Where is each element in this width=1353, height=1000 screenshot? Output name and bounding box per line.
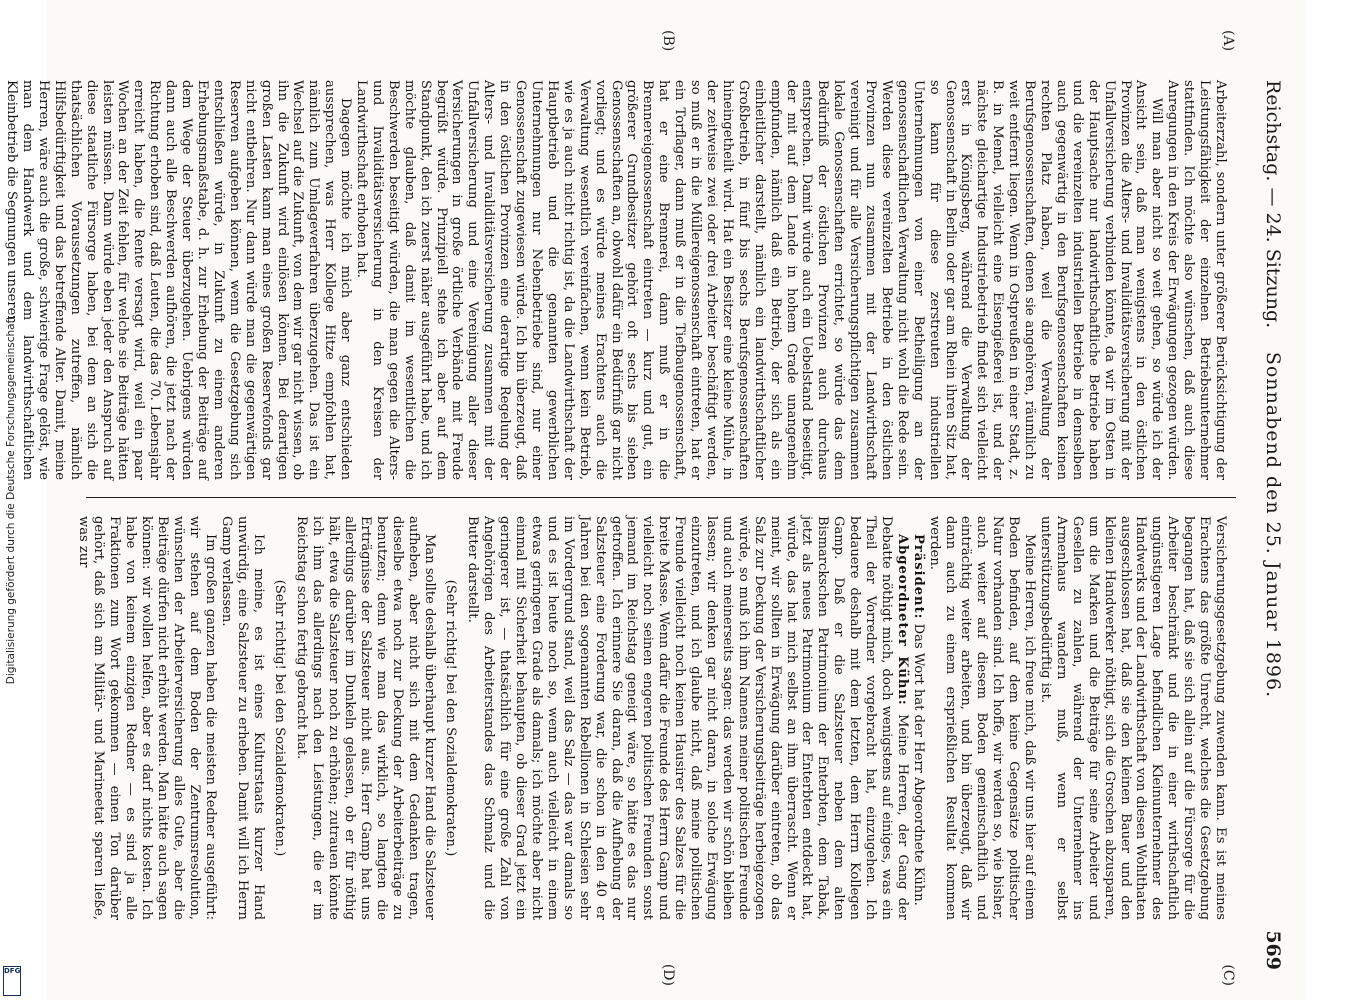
margin-mark-b: (B) [660, 30, 676, 52]
right-paragraph-6: Im großen ganzen haben die meisten Redner ausgeführt: wir stehen auf dem Boden der Zentrumsresolution, wünschen der Arbeiterversicherung alles Gute, aber die Beiträge dürfen nicht erhöht werden. Man hätte auch sagen können: wir wollen helfen, aber es darf nichts kosten. Ich habe von keinem einzigen Redner — es sind ja alle Fraktionen zum Wort gekommen — einen Ton darüber gehört, daß sich am Militär- und Marineetat sparen ließe, was zur [75, 516, 218, 920]
margin-mark-c: (C) [1220, 964, 1236, 986]
header-session: Reichstag. — 24. Sitzung. [1262, 80, 1284, 329]
right-paragraph-4: Man sollte deshalb überhaupt kurzer Hand die Salzsteuer aufheben, aber nicht sich mit dem Gedanken tragen, dieselbe etwa noch zur Deckung der Arbeiterbeiträge zu benutzen; denn wie man das wirklich, so langten die Erträgnisse der Salzsteuer nicht aus. Herr Gamp hat uns allerdings darüber im Dunkeln gelassen, ob er für nöthig hält, etwa die Salzsteuer noch zu erhöhen; zutrauen könnte ich ihm das allerdings nach den Leistungen, die er im Reichstag schon fertig gebracht hat. [294, 516, 437, 920]
kuehn-speech [465, 516, 910, 920]
right-column [75, 516, 1228, 920]
right-paragraph-5: Ich meine, es ist eines Kulturstaats kurzer Hand unwürdig, eine Salzsteuer zu erheben. Damit will ich Herrn Gamp verlassen. [218, 516, 266, 920]
president-line [910, 516, 926, 920]
header-date: Sonnabend den 25. Januar 1896. [1262, 351, 1284, 699]
right-paragraph-1: Versicherungsgesetzgebung zuwenden kann. Es ist meines Erachtens das größte Unrecht, welches die Gesetzgebung begangen hat, daß sie sich allein auf die Fürsorge für die Arbeiter beschränkt und die in einer wirthschaftlich ungünstigeren Lage befindlichen Kleinunternehmer des Handwerks und der Landwirthschaft von diesen Wohlthaten ausgeschlossen hat, daß sie den kleinen Bauer und den kleinen Handwerker nöthigt, sich die Groschen abzusparen, um die Marken und die Beiträge für seine Arbeiter und Gesellen zu zahlen, während der Unternehmer ins Armenhaus wandern muß, wenn er selbst unterstützungsbedürftig ist. [1038, 516, 1228, 920]
margin-mark-a: (A) [1220, 30, 1236, 52]
column-divider [86, 497, 1236, 498]
page-header [1248, 80, 1284, 970]
interjection-1: (Sehr richtig! bei den Sozialdemokraten.) [443, 579, 459, 857]
digitization-credit: Digitalisierung gefördert durch die Deutsche Forschungsgemeinschaft [5, 315, 17, 685]
digitization-credit-strip [0, 0, 22, 1000]
right-paragraph-2: Meine Herren, ich freue mich, daß wir uns hier auf einem Boden befinden, auf dem keine Gegensätze politischer Natur vorhanden sind. Ich hoffe, wir werden so, wie bisher, auch weiter auf diesem Boden gemeinschaftlich und einträchtig weiter arbeiten, und bin überzeugt, daß wir dann auch zu einem ersprießlichen Resultat kommen werden. [926, 516, 1038, 920]
interjection-2: (Sehr richtig! bei den Sozialdemokraten.) [272, 579, 288, 857]
left-paragraph-2: Will man aber nicht so weit gehen, so würde ich der Ansicht sein, daß man wenigstens in den östlichen Provinzen die Alters- und Invaliditätsversicherung mit der Unfallversicherung verbinden könnte, da wir im Osten in der Hauptsache nur landwirthschaftliche Betriebe haben und die vereinzelten industriellen Betriebe in demselben auch gegenwärtig in den Berufsgenossenschaften keinen rechten Platz haben, weil die Verwaltung der Berufsgenossenschaften, denen sie angehören, räumlich zu weit entfernt liegen. Wenn in Ostpreußen in einer Stadt, z. B. in Memel, vielleicht eine Eisengießerei ist, und der nächste gleichartige Industriebetrieb findet sich vielleicht erst in Königsberg, während die Verwaltung der Genossenschaft in Berlin oder gar am Rhein ihren Sitz hat, so kann für diese zerstreuten industriellen Unternehmungen von einer Betheiligung an der genossenschaftlichen Verwaltung nicht wohl die Rede sein. Werden diese vereinzelten Betriebe in den östlichen Provinzen nun zusammen mit der Landwirthschaft vereinigt und für alle Versicherungspflichtigen zusammen lokale Genossenschaften errichtet, so würde das dem Bedürfniß der östlichen Provinzen auch durchaus entsprechen. Damit würde auch ein Uebelstand beseitigt, der mit auf dem Lande in hohem Grade unangenehm empfunden, nämlich daß ein Betrieb, der sich als ein einheitlicher darstellt, nämlich ein landwirthschaftlicher Großbetrieb, in fünf bis sechs Berufsgenossenschaften hineingetheilt wird. Hat ein Besitzer eine kleine Mühle, in der zeitweise zwei oder drei Arbeiter beschäftigt werden, so muß er in die Müllereigenossenschaft eintreten, hat er ein Torflager, dann muß er in die Tiefbaugenossenschaft, hat er eine Brennerei, dann muß er in die Brennereigenossenschaft eintreten — kurz und gut, ein größerer Grundbesitzer gehört oft sechs bis sieben Genossenschaften an, obwohl dafür ein Bedürfniß gar nicht vorliegt; und es würde meines Erachtens auch die Verwaltung wesentlich vereinfachen, wenn kein Betrieb, wie es ja auch nicht richtig ist, da die Landwirthschaft der Hauptbetrieb und die genannten gewerblichen Unternehmungen nur Nebenbetriebe sind, nur einer Genossenschaft zugewiesen würde. Ich bin überzeugt, daß in den östlichen Provinzen eine derartige Regelung der Alters- und Invaliditätsversicherung zusammen mit der Unfallversicherung und eine Vereinigung aller dieser Versicherungen in große örtliche Verbände mit Freude begrüßt würde. Prinzipiell stehe ich aber auf dem Standpunkt, den ich zuerst näher ausgeführt habe, und ich möchte glauben, daß damit im wesentlichen die Beschwerden beseitigt würden, die man gegen die Alters- und Invaliditätsversicherung in den Kreisen der Landwirthschaft erhoben hat. [354, 80, 1165, 480]
kuehn-speaker-label: Abgeordneter Kühn: [894, 534, 910, 706]
president-text: Das Wort hat der Herr Abgeordnete Kühn. [910, 623, 926, 906]
left-paragraph-3: Dagegen möchte ich mich aber ganz entschieden aussprechen, was Herr Kollege Hitze empfohlen hat, nämlich zum Umlageverfahren überzugehen. Das ist ein Wechsel auf die Zukunft, von dem wir gar nicht wissen, ob ihn die Zukunft wird einlösen können. Bei derartigen großen Lasten kann man eines großen Reservefonds gar nicht entbehren. Nur dann würde man die gegenwärtigen Reserven aufgeben können, wenn die Gesetzgebung sich entschließen würde, in Zukunft zu einem anderen Erhebungsmaßstabe, d. h. zur Erhebung der Beiträge auf dem Wege der Steuer überzugehen. Uebrigens würden dann auch alle Beschwerden aufhören, die jetzt nach der Richtung erhoben sind, daß Leuten, die das 70. Lebensjahr erreicht haben, die Rente versagt wird, weil ein paar Wochen an der Zeit fehlen, für welche sie Beiträge hätten leisten müssen. Dann würde eben jeder den Anspruch auf diese staatliche Fürsorge haben, bei dem an sich die thatsächlichen Voraussetzungen zutreffen, nämlich Hilfsbedürftigkeit und das betreffende Alter. Damit, meine Herren, wäre auch die große, schwierige Frage gelöst, wie man dem Handwerk und dem landwirthschaftlichen Kleinbetrieb die Segnungen unserer [4, 80, 354, 480]
page-number: 569 [1262, 930, 1284, 970]
margin-mark-d: (D) [660, 963, 676, 986]
kuehn-speech-text: Meine Herren, der Gang der Debatte nöthigt mich, doch wenigstens auf einiges, was ein Theil der Vorredner vorgebracht hat, einzugehen. Ich bedauere deshalb mit dem letzten, dem Herrn Kollegen Gamp. Daß er die Salzsteuer neben dem alten Bismarckschen Patrimonium der Enterbten, dem Tabak, jetzt als neues Patrimonium der Enterbten entdeckt hat, würde, das hat mich selbst an ihm überrascht. Wenn er meint, wir sollten in Erwägung darüber eintreten, ob das Salz zur Deckung der Versicherungsbeiträge herbeigezogen würde, so muß ich ihm Namens meiner politischen Freunde und auch meinerseits sagen: das werden wir schön bleiben lassen; wir denken gar nicht daran, in solche Erwägung einzutreten, und ich glaube nicht, daß meine politischen Freunde vielleicht noch keinen Hausirer des Salzes für die breite Masse. Wenn dafür die Freunde des Herrn Gamp und vielleicht noch seinen engeren politischen Freunden sonst jemand im Reichstag geneigt wäre, so hätte es das nur getroffen. Ich erinnere Sie daran, daß die Aufhebung der Salzsteuer eine Forderung war, die schon in den 40 er Jahren bei den sogenannten Rebellionen in Schlesien sehr im Vordergrund stand, weil das Salz — das war damals so und es ist heute noch so, wenn auch vielleicht in einem etwas geringeren Grade als damals; ich möchte aber nicht einmal mit Sicherheit behaupten, ob dieser Grad jetzt ein geringerer ist, — thatsächlich für eine große Zahl von Angehörigen des Arbeiterstandes das Schmalz und die Butter darstellt. [465, 516, 910, 920]
dfg-logo-icon: DFG [3, 966, 21, 996]
left-column [4, 80, 1228, 480]
left-paragraph-1: Arbeiterzahl, sondern unter größerer Berücksichtigung der Leistungsfähigkeit der einzelnen Betriebsunternehmer stattfinden. Ich möchte also wünschen, daß auch diese Anregungen in den Kreis der Erwägungen gezogen würden. [1165, 80, 1228, 480]
president-label: Präsident: [910, 534, 926, 620]
